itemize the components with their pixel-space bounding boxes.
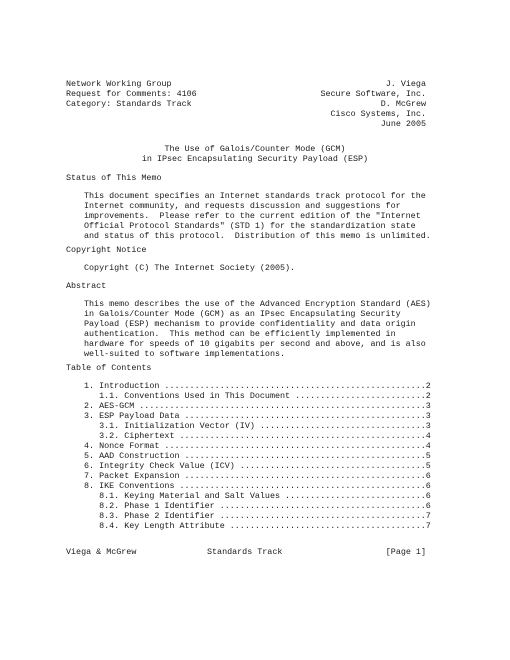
abstract-line: authentication. This method can be efficiently implemented in [84,329,396,339]
toc-entry[interactable]: 6. Integrity Check Value (ICV) .....................................5 [84,461,431,471]
header-date: June 2005 [380,119,426,129]
abstract-line: Payload (ESP) mechanism to provide confidentiality and data origin [84,319,416,329]
abstract-line: hardware for speeds of 10 gigabits per second and above, and is also [84,339,426,349]
status-line: improvements. Please refer to the current edition of the "Internet [84,211,421,221]
toc-entry[interactable]: 3.2. Ciphertext .................................................4 [84,431,431,441]
document-title: The Use of Galois/Counter Mode (GCM) [164,144,346,154]
abstract-line: well-suited to software implementations. [84,349,286,359]
copyright-text: Copyright (C) The Internet Society (2005). [84,263,296,273]
toc-entry[interactable]: 8.2. Phase 1 Identifier .........................................6 [84,501,431,511]
toc-entry[interactable]: 1.1. Conventions Used in This Document ..........................2 [84,391,431,401]
toc-entry[interactable]: 4. Nonce Format ....................................................4 [84,441,431,451]
status-line: Official Protocol Standards" (STD 1) for the standardization state [84,221,416,231]
header-affiliation-1: Secure Software, Inc. [320,89,426,99]
toc-heading: Table of Contents [66,363,152,373]
abstract-line: in Galois/Counter Mode (GCM) as an IPsec Encapsulating Security [84,309,401,319]
copyright-heading: Copyright Notice [66,245,147,255]
footer-category: Standards Track [207,547,283,557]
status-line: and status of this protocol. Distribution of this memo is unlimited. [84,231,431,241]
toc-entry[interactable]: 8. IKE Conventions .................................................6 [84,481,431,491]
header-category: Category: Standards Track [66,99,192,109]
status-line: Internet community, and requests discussion and suggestions for [84,201,401,211]
toc-entry[interactable]: 7. Packet Expansion ................................................6 [84,471,431,481]
header-working-group: Network Working Group [66,79,172,89]
toc-entry[interactable]: 1. Introduction ....................................................2 [84,381,431,391]
header-author-2: D. McGrew [380,99,426,109]
header-rfc-number: Request for Comments: 4106 [66,89,197,99]
footer-page-number: [Page 1] [385,547,426,557]
toc-entry[interactable]: 5. AAD Construction ................................................5 [84,451,431,461]
document-subtitle: in IPsec Encapsulating Security Payload (ESP) [141,154,369,164]
header-author-1: J. Viega [385,79,426,89]
abstract-line: This memo describes the use of the Advanced Encryption Standard (AES) [84,299,431,309]
abstract-heading: Abstract [66,281,107,291]
toc-entry[interactable]: 8.4. Key Length Attribute .......................................7 [84,521,431,531]
toc-entry[interactable]: 8.1. Keying Material and Salt Values ............................6 [84,491,431,501]
status-heading: Status of This Memo [66,173,162,183]
status-line: This document specifies an Internet standards track protocol for the [84,191,426,201]
header-affiliation-2: Cisco Systems, Inc. [330,109,426,119]
toc-entry[interactable]: 2. AES-GCM .........................................................3 [84,401,431,411]
toc-entry[interactable]: 3.1. Initialization Vector (IV) .................................3 [84,421,431,431]
footer-authors: Viega & McGrew [66,547,137,557]
toc-entry[interactable]: 3. ESP Payload Data ................................................3 [84,411,431,421]
toc-entry[interactable]: 8.3. Phase 2 Identifier .........................................7 [84,511,431,521]
